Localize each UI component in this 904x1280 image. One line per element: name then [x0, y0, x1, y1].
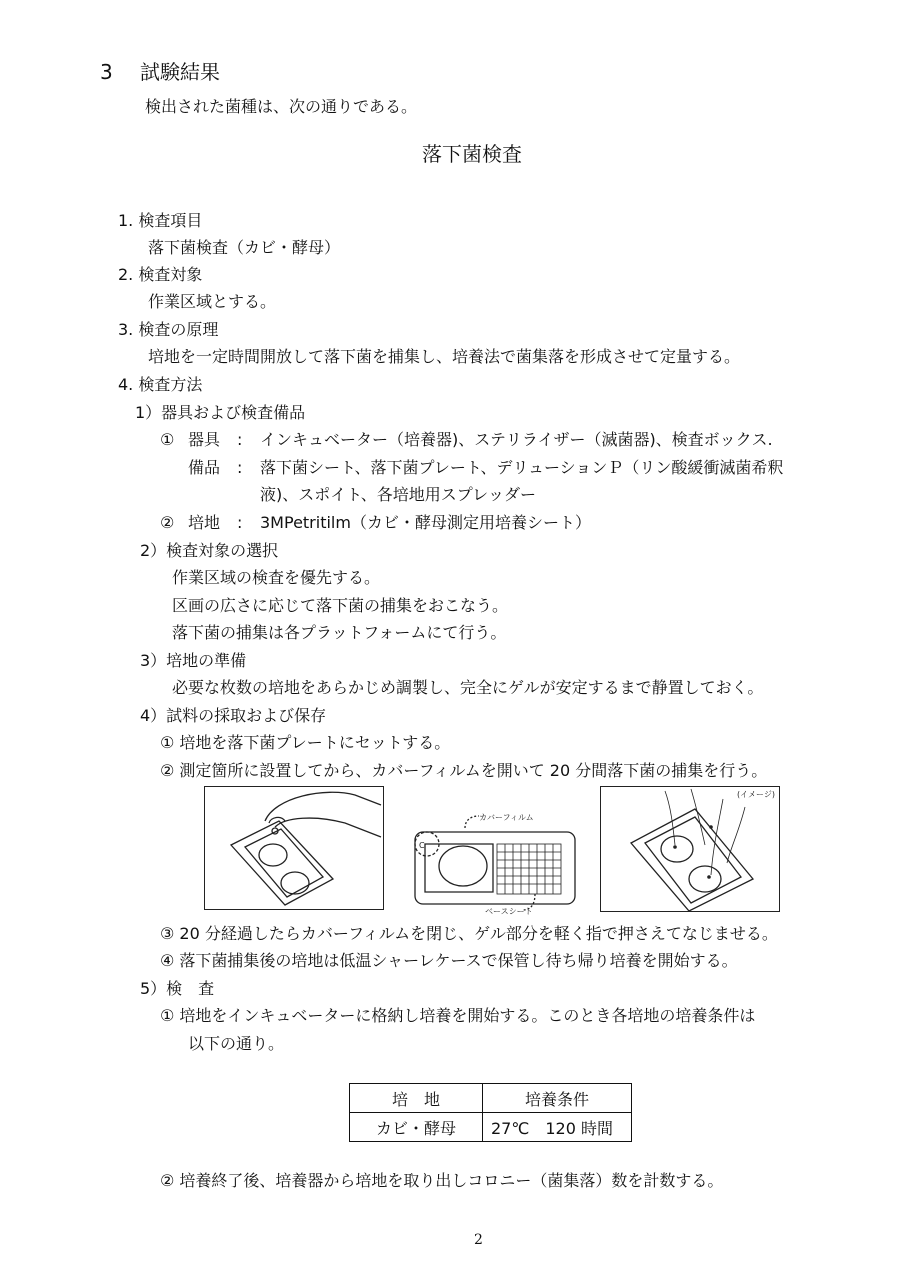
- sub4-step-4: ④ 落下菌捕集後の培地は低温シャーレケースで保管し待ち帰り培養を開始する。: [160, 951, 738, 970]
- figure-image: [600, 786, 780, 912]
- sub1-colon: :: [237, 513, 243, 532]
- cover-film-label: カバーフィルム: [479, 813, 534, 822]
- hand-plate-illustration: [205, 787, 383, 909]
- sub1-colon: :: [237, 430, 243, 449]
- item-4-heading: 4. 検査方法: [118, 375, 203, 394]
- sub2-heading: 2）検査対象の選択: [140, 541, 279, 560]
- sub1-colon: :: [237, 458, 243, 477]
- image-illustration: [601, 787, 779, 911]
- table-row: [350, 1084, 632, 1113]
- sub1-supplies-text: 落下菌シート、落下菌プレート、デリューションＰ（リン酸緩衝滅菌希釈: [260, 458, 784, 477]
- item-3-body: 培地を一定時間開放して落下菌を捕集し、培養法で菌集落を形成させて定量する。: [148, 347, 741, 366]
- sub1-num-1: ①: [160, 430, 175, 449]
- sub1-num-2: ②: [160, 513, 175, 532]
- base-sheet-label: ベースシート: [485, 907, 533, 916]
- figure-sheet-diagram: [405, 808, 580, 916]
- section-number: 3: [100, 60, 113, 84]
- table-cell-condition: 27℃ 120 時間: [483, 1113, 632, 1142]
- image-label: (イメージ): [737, 790, 776, 799]
- document-title: 落下菌検査: [422, 142, 522, 166]
- sub4-step-2: ② 測定箇所に設置してから、カバーフィルムを開いて 20 分間落下菌の捕集を行う。: [160, 761, 768, 780]
- sheet-diagram: [405, 808, 580, 916]
- figure-hand-plate: [204, 786, 384, 910]
- sub3-line: 必要な枚数の培地をあらかじめ調製し、完全にゲルが安定するまで静置しておく。: [172, 678, 764, 697]
- culture-conditions-table: [349, 1083, 632, 1142]
- table-cell-medium: カビ・酵母: [350, 1113, 483, 1142]
- sub2-line: 区画の広さに応じて落下菌の捕集をおこなう。: [172, 596, 509, 615]
- sub5-step-1a: ① 培地をインキュベーターに格納し培養を開始する。このとき各培地の培養条件は: [160, 1006, 756, 1025]
- item-3-heading: 3. 検査の原理: [118, 320, 219, 339]
- intro-text: 検出された菌種は、次の通りである。: [145, 97, 418, 116]
- item-1-body: 落下菌検査（カビ・酵母）: [148, 238, 341, 257]
- sub5-heading: 5）検 査: [140, 979, 215, 998]
- sub4-heading: 4）試料の採取および保存: [140, 706, 327, 725]
- sub2-line: 落下菌の捕集は各プラットフォームにて行う。: [172, 623, 507, 642]
- item-1-heading: 1. 検査項目: [118, 211, 203, 230]
- table-row: [350, 1113, 632, 1142]
- sub1-medium-text: 3MPetritilm（カビ・酵母測定用培養シート）: [260, 513, 591, 532]
- table-header-condition: 培養条件: [483, 1084, 632, 1113]
- sub5-step-2: ② 培養終了後、培養器から培地を取り出しコロニー（菌集落）数を計数する。: [160, 1171, 724, 1190]
- table-header-medium: 培 地: [350, 1084, 483, 1113]
- sub3-heading: 3）培地の準備: [140, 651, 247, 670]
- item-2-body: 作業区域とする。: [148, 292, 277, 311]
- sub4-step-1: ① 培地を落下菌プレートにセットする。: [160, 733, 451, 752]
- sub4-step-3: ③ 20 分経過したらカバーフィルムを閉じ、ゲル部分を軽く指で押さえてなじませる。: [160, 924, 778, 943]
- sub1-heading: 1）器具および検査備品: [135, 403, 306, 422]
- circle-c-label: C: [419, 841, 425, 850]
- sub1-supplies-cont: 液)、スポイト、各培地用スプレッダー: [260, 485, 537, 504]
- sub2-line: 作業区域の検査を優先する。: [172, 568, 381, 587]
- page-number: 2: [474, 1232, 483, 1248]
- sub1-label-equipment: 器具: [188, 430, 221, 449]
- sub1-label-supplies: 備品: [188, 458, 221, 477]
- sub1-label-medium: 培地: [188, 513, 221, 532]
- item-2-heading: 2. 検査対象: [118, 265, 203, 284]
- sub5-step-1b: 以下の通り。: [188, 1034, 285, 1053]
- section-title: 試験結果: [140, 60, 220, 84]
- sub1-equipment-text: インキュベーター（培養器)、ステリライザー（滅菌器)、検査ボックス.: [260, 430, 773, 449]
